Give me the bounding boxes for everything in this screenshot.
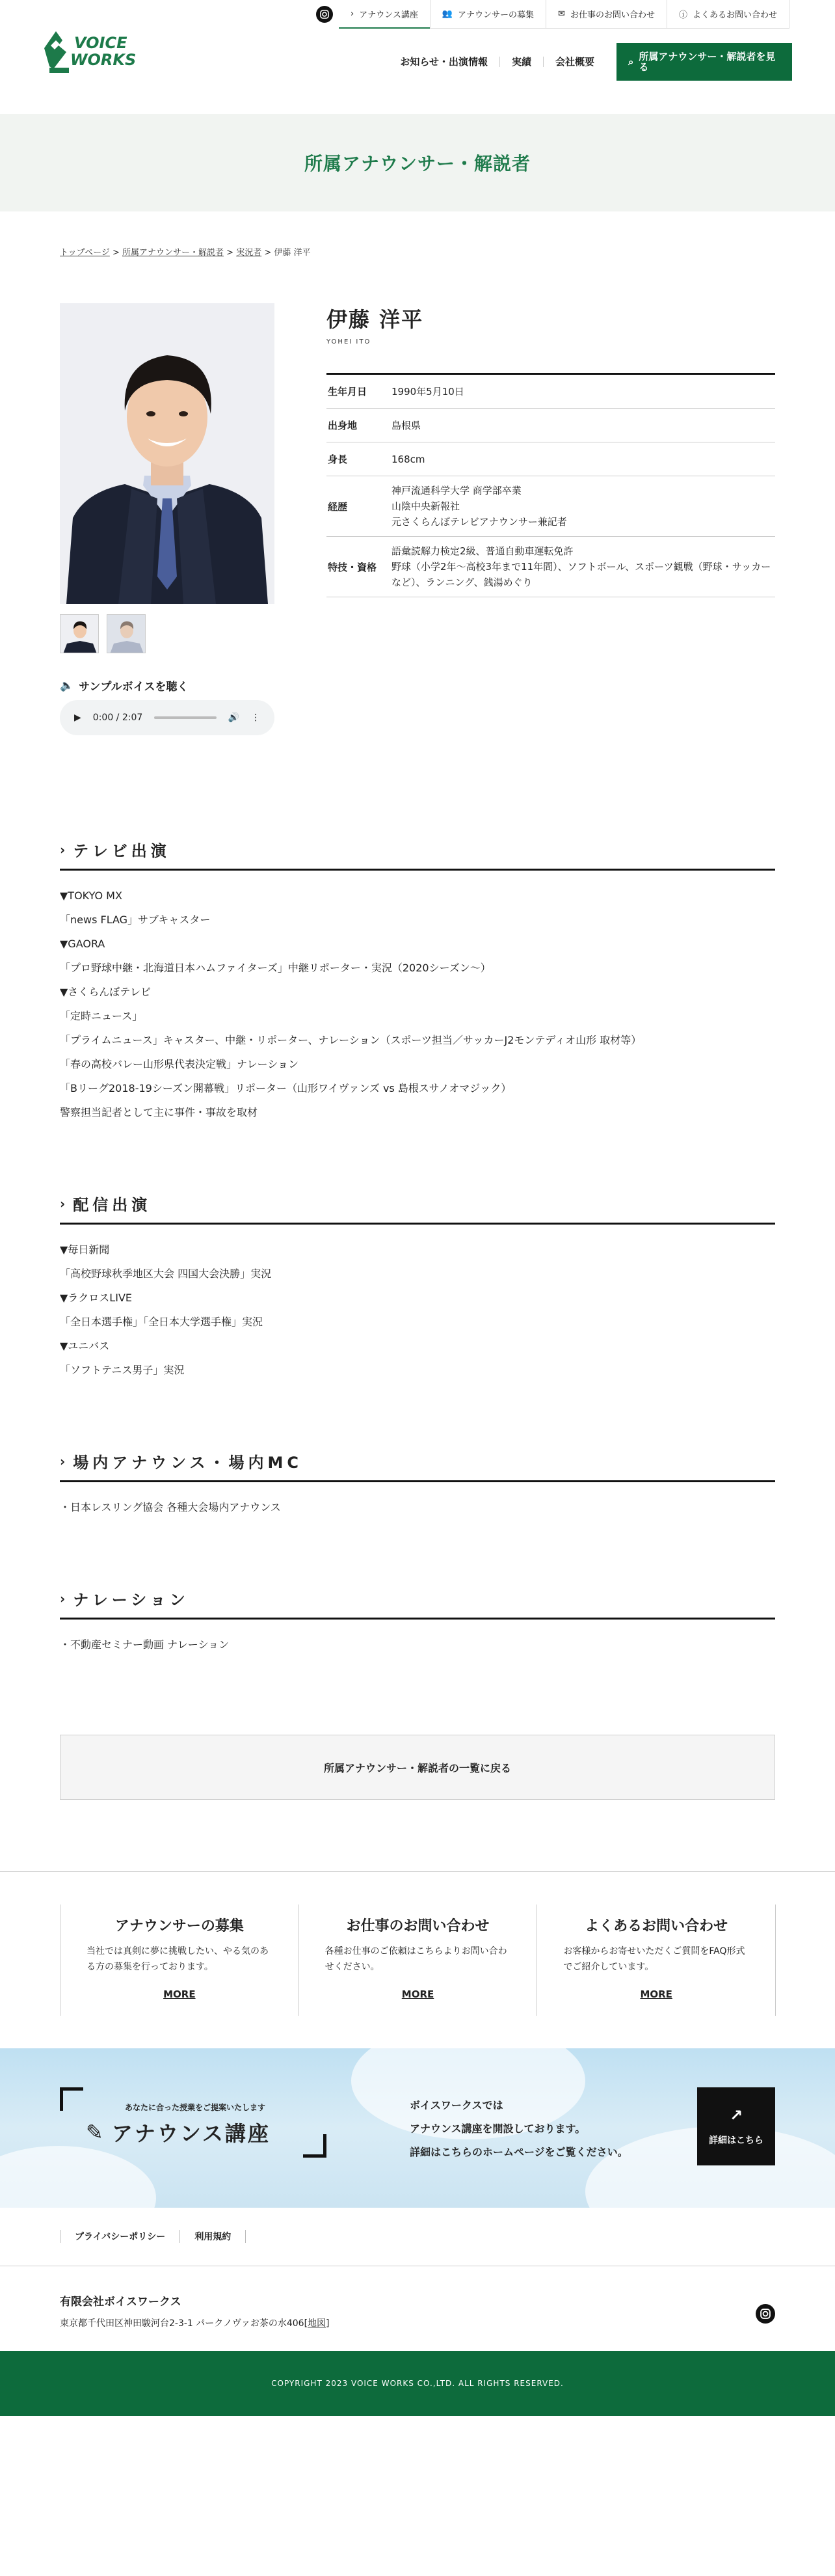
card-title: よくあるお問い合わせ xyxy=(585,1918,728,1934)
company-address xyxy=(60,2316,835,2329)
banner-line: ボイスワークスでは xyxy=(410,2098,503,2111)
company-name: 有限会社ボイスワークス xyxy=(60,2295,181,2309)
list-item: 「Bリーグ2018-19シーズン開幕戦」リポーター（山形ワイヴァンズ vs 島根スサノオマジック） xyxy=(60,1082,512,1094)
banner-line: アナウンス講座を開設しております。 xyxy=(410,2122,586,2135)
details-button[interactable] xyxy=(697,2087,775,2165)
list-item: ▼さくらんぼテレビ xyxy=(60,986,151,998)
instagram-icon[interactable] xyxy=(310,0,339,29)
list-item: ▼ユニバス xyxy=(60,1340,110,1352)
list-item: ▼GAORA xyxy=(60,938,105,950)
card-text: 当社では真剣に夢に挑戦したい、やる気のある方の募集を行っております。 xyxy=(86,1946,269,1972)
users-icon: 👥 xyxy=(442,9,453,19)
announcers-cta-button[interactable] xyxy=(616,43,792,81)
chevron-right-icon: › xyxy=(60,841,66,858)
list-item: 「春の高校バレー山形県代表決定戦」ナレーション xyxy=(60,1058,299,1070)
info-cards xyxy=(0,1871,835,2048)
list-item: ▼TOKYO MX xyxy=(60,889,122,902)
announce-course-banner xyxy=(0,2048,835,2208)
card-recruit xyxy=(60,1905,299,2016)
topbar-label: アナウンス講座 xyxy=(359,10,418,20)
thumbnail-1[interactable] xyxy=(60,614,99,653)
list-item: 「ソフトテニス男子」実況 xyxy=(60,1364,185,1376)
chevron-right-icon: › xyxy=(60,1195,66,1212)
banner-title-text: アナウンス講座 xyxy=(111,2121,271,2146)
row-value: 語彙読解力検定2級、普通自動車運転免許 野球（小学2年〜高校3年まで11年間）、ソフトボール、スポーツ観戦（野球・サッカーなど）、ランニング、銭湯めぐり xyxy=(391,545,771,588)
profile-row xyxy=(326,442,775,476)
card-contact xyxy=(298,1905,538,2016)
play-icon[interactable]: ▶ xyxy=(74,712,81,723)
banner-subtitle: あなたに合った授業をご提案いたします xyxy=(125,2102,266,2112)
section-list xyxy=(60,1238,775,1382)
list-item: 「全日本選手権」「全日本大学選手権」実況 xyxy=(60,1316,263,1328)
section-heading xyxy=(60,1450,775,1482)
topbar-announce-course[interactable] xyxy=(339,0,430,29)
thumbnail-2[interactable] xyxy=(107,614,146,653)
profile-block xyxy=(0,303,835,759)
chevron-right-icon: › xyxy=(60,1590,66,1607)
question-icon: ⓘ xyxy=(678,10,687,20)
profile-row xyxy=(326,375,775,409)
copyright: COPYRIGHT 2023 VOICE WORKS CO.,LTD. ALL RIGHTS RESERVED. xyxy=(0,2351,835,2416)
section-heading xyxy=(60,838,775,871)
section-venue xyxy=(60,1450,775,1519)
card-faq xyxy=(537,1905,776,2016)
pen-icon: ✎ xyxy=(86,2119,105,2145)
chevron-right-icon: › xyxy=(60,1453,66,1469)
section-list xyxy=(60,1495,775,1519)
profile-row xyxy=(326,537,775,597)
banner-title xyxy=(86,2117,271,2147)
nav-company[interactable]: 会社概要 xyxy=(543,57,606,67)
back-to-list-button[interactable]: 所属アナウンサー・解説者の一覧に戻る xyxy=(60,1735,775,1800)
card-text: 各種お仕事のご依頼はこちらよりお問い合わせください。 xyxy=(325,1946,507,1972)
banner-frame xyxy=(60,2087,326,2158)
list-item: 「news FLAG」サブキャスター xyxy=(60,914,211,926)
row-key: 出身地 xyxy=(328,420,358,431)
main-nav xyxy=(388,43,792,81)
topbar-label: よくあるお問い合わせ xyxy=(692,10,777,20)
map-link[interactable]: [地図] xyxy=(304,2318,330,2329)
row-value: 島根県 xyxy=(391,419,421,431)
details-label: 詳細はこちら xyxy=(709,2135,763,2146)
row-key: 身長 xyxy=(328,454,348,465)
banner-line: 詳細はこちらのホームページをご覧ください。 xyxy=(410,2145,628,2158)
player-time: 0:00 / 2:07 xyxy=(92,712,143,723)
section-title: 配信出演 xyxy=(73,1196,152,1214)
instagram-icon[interactable] xyxy=(756,2304,775,2326)
card-title: お仕事のお問い合わせ xyxy=(346,1918,490,1934)
section-list xyxy=(60,884,775,1124)
topbar-faq[interactable] xyxy=(667,0,789,29)
address-text: 東京都千代田区神田駿河台2-3-1 パークノヴァお茶の水406 xyxy=(60,2318,304,2329)
terms-link[interactable]: 利用規約 xyxy=(179,2230,246,2243)
breadcrumb-category[interactable]: 実況者 xyxy=(236,248,262,258)
list-item: ・日本レスリング協会 各種大会場内アナウンス xyxy=(60,1501,281,1513)
card-title: アナウンサーの募集 xyxy=(114,1918,244,1934)
list-item: 「プライムニュース」キャスター、中継・リポーター、ナレーション（スポーツ担当／サッカーJ2モンテディオ山形 取材等） xyxy=(60,1034,642,1046)
frame-corner xyxy=(303,2134,326,2158)
more-link[interactable]: MORE xyxy=(163,1988,196,2000)
volume-icon[interactable]: 🔊 xyxy=(228,712,239,723)
utility-bar xyxy=(310,0,789,29)
breadcrumb-home[interactable]: トップページ xyxy=(60,248,110,258)
chevron-right-icon: › xyxy=(351,8,354,19)
nav-news[interactable]: お知らせ・出演情報 xyxy=(400,56,488,68)
profile-table xyxy=(326,373,775,597)
breadcrumb-announcers[interactable]: 所属アナウンサー・解説者 xyxy=(122,248,224,258)
sample-voice-heading xyxy=(60,677,188,694)
section-narration xyxy=(60,1587,775,1657)
more-link[interactable]: MORE xyxy=(640,1988,672,2000)
profile-name: 伊藤 洋平 xyxy=(326,307,424,332)
topbar-contact[interactable] xyxy=(546,0,667,29)
audio-player xyxy=(60,700,274,735)
mail-icon: ✉ xyxy=(558,9,565,19)
profile-romaji: YOHEI ITO xyxy=(326,338,371,346)
list-item: ▼毎日新聞 xyxy=(60,1243,110,1256)
banner-text xyxy=(410,2094,628,2164)
topbar-recruit[interactable] xyxy=(430,0,546,29)
cta-label: 所属アナウンサー・解説者を見る xyxy=(639,51,776,73)
row-value: 1990年5月10日 xyxy=(391,385,464,398)
row-value: 168cm xyxy=(391,453,425,465)
breadcrumb-current: 伊藤 洋平 xyxy=(274,248,311,258)
voice-works-logo[interactable] xyxy=(40,26,154,78)
breadcrumb: トップページ > 所属アナウンサー・解説者 > 実況者 > 伊藤 洋平 xyxy=(60,248,311,258)
profile-info xyxy=(326,303,775,597)
search-icon: ⌕ xyxy=(628,56,634,68)
external-link-icon: ↗ xyxy=(729,2106,743,2124)
card-text: お客様からお寄せいただくご質問をFAQ形式でご紹介しています。 xyxy=(563,1946,745,1972)
section-title: テレビ出演 xyxy=(73,842,170,860)
list-item: 「高校野球秋季地区大会 四国大会決勝」実況 xyxy=(60,1268,272,1280)
topbar-label: アナウンサーの募集 xyxy=(458,10,535,20)
photo-thumbnails xyxy=(60,614,146,653)
more-options-icon[interactable]: ⋮ xyxy=(251,712,260,723)
section-title: 場内アナウンス・場内MC xyxy=(73,1454,303,1472)
list-item: 「プロ野球中継・北海道日本ハムファイターズ」中継リポーター・実況（2020シーズン〜） xyxy=(60,962,491,974)
list-item: ・不動産セミナー動画 ナレーション xyxy=(60,1638,230,1651)
list-item: 「定時ニュース」 xyxy=(60,1010,143,1022)
svg-text:VOICE: VOICE xyxy=(74,34,127,52)
privacy-policy-link[interactable]: プライバシーポリシー xyxy=(60,2230,180,2243)
list-item: 警察担当記者として主に事件・事故を取材 xyxy=(60,1106,258,1119)
profile-row xyxy=(326,409,775,442)
section-title: ナレーション xyxy=(73,1591,189,1609)
row-key: 経歴 xyxy=(328,500,348,513)
profile-row xyxy=(326,476,775,537)
svg-text:WORKS: WORKS xyxy=(70,51,137,69)
footer-company xyxy=(0,2266,835,2351)
row-value: 神戸流通科学大学 商学部卒業 山陰中央新報社 元さくらんぼテレビアナウンサー兼記者 xyxy=(391,485,567,528)
section-streaming xyxy=(60,1192,775,1382)
profile-photo xyxy=(60,303,274,604)
sample-voice-label: サンプルボイスを聴く xyxy=(79,681,189,694)
nav-results[interactable]: 実績 xyxy=(499,57,543,67)
page-bottom-space xyxy=(0,2416,835,2576)
section-heading xyxy=(60,1192,775,1225)
page-title: 所属アナウンサー・解説者 xyxy=(304,153,531,174)
list-item: ▼ラクロスLIVE xyxy=(60,1292,132,1304)
section-list xyxy=(60,1633,775,1657)
topbar-label: お仕事のお問い合わせ xyxy=(570,10,655,20)
row-key: 生年月日 xyxy=(328,386,367,398)
frame-corner xyxy=(60,2087,83,2111)
seek-bar[interactable] xyxy=(154,716,216,719)
title-band xyxy=(0,114,835,211)
section-heading xyxy=(60,1587,775,1620)
speaker-icon: 🔈 xyxy=(60,679,74,692)
site-header xyxy=(0,0,835,114)
section-tv xyxy=(60,838,775,1124)
footer-links xyxy=(0,2208,835,2266)
row-key: 特技・資格 xyxy=(328,561,377,573)
more-link[interactable]: MORE xyxy=(401,1988,434,2000)
